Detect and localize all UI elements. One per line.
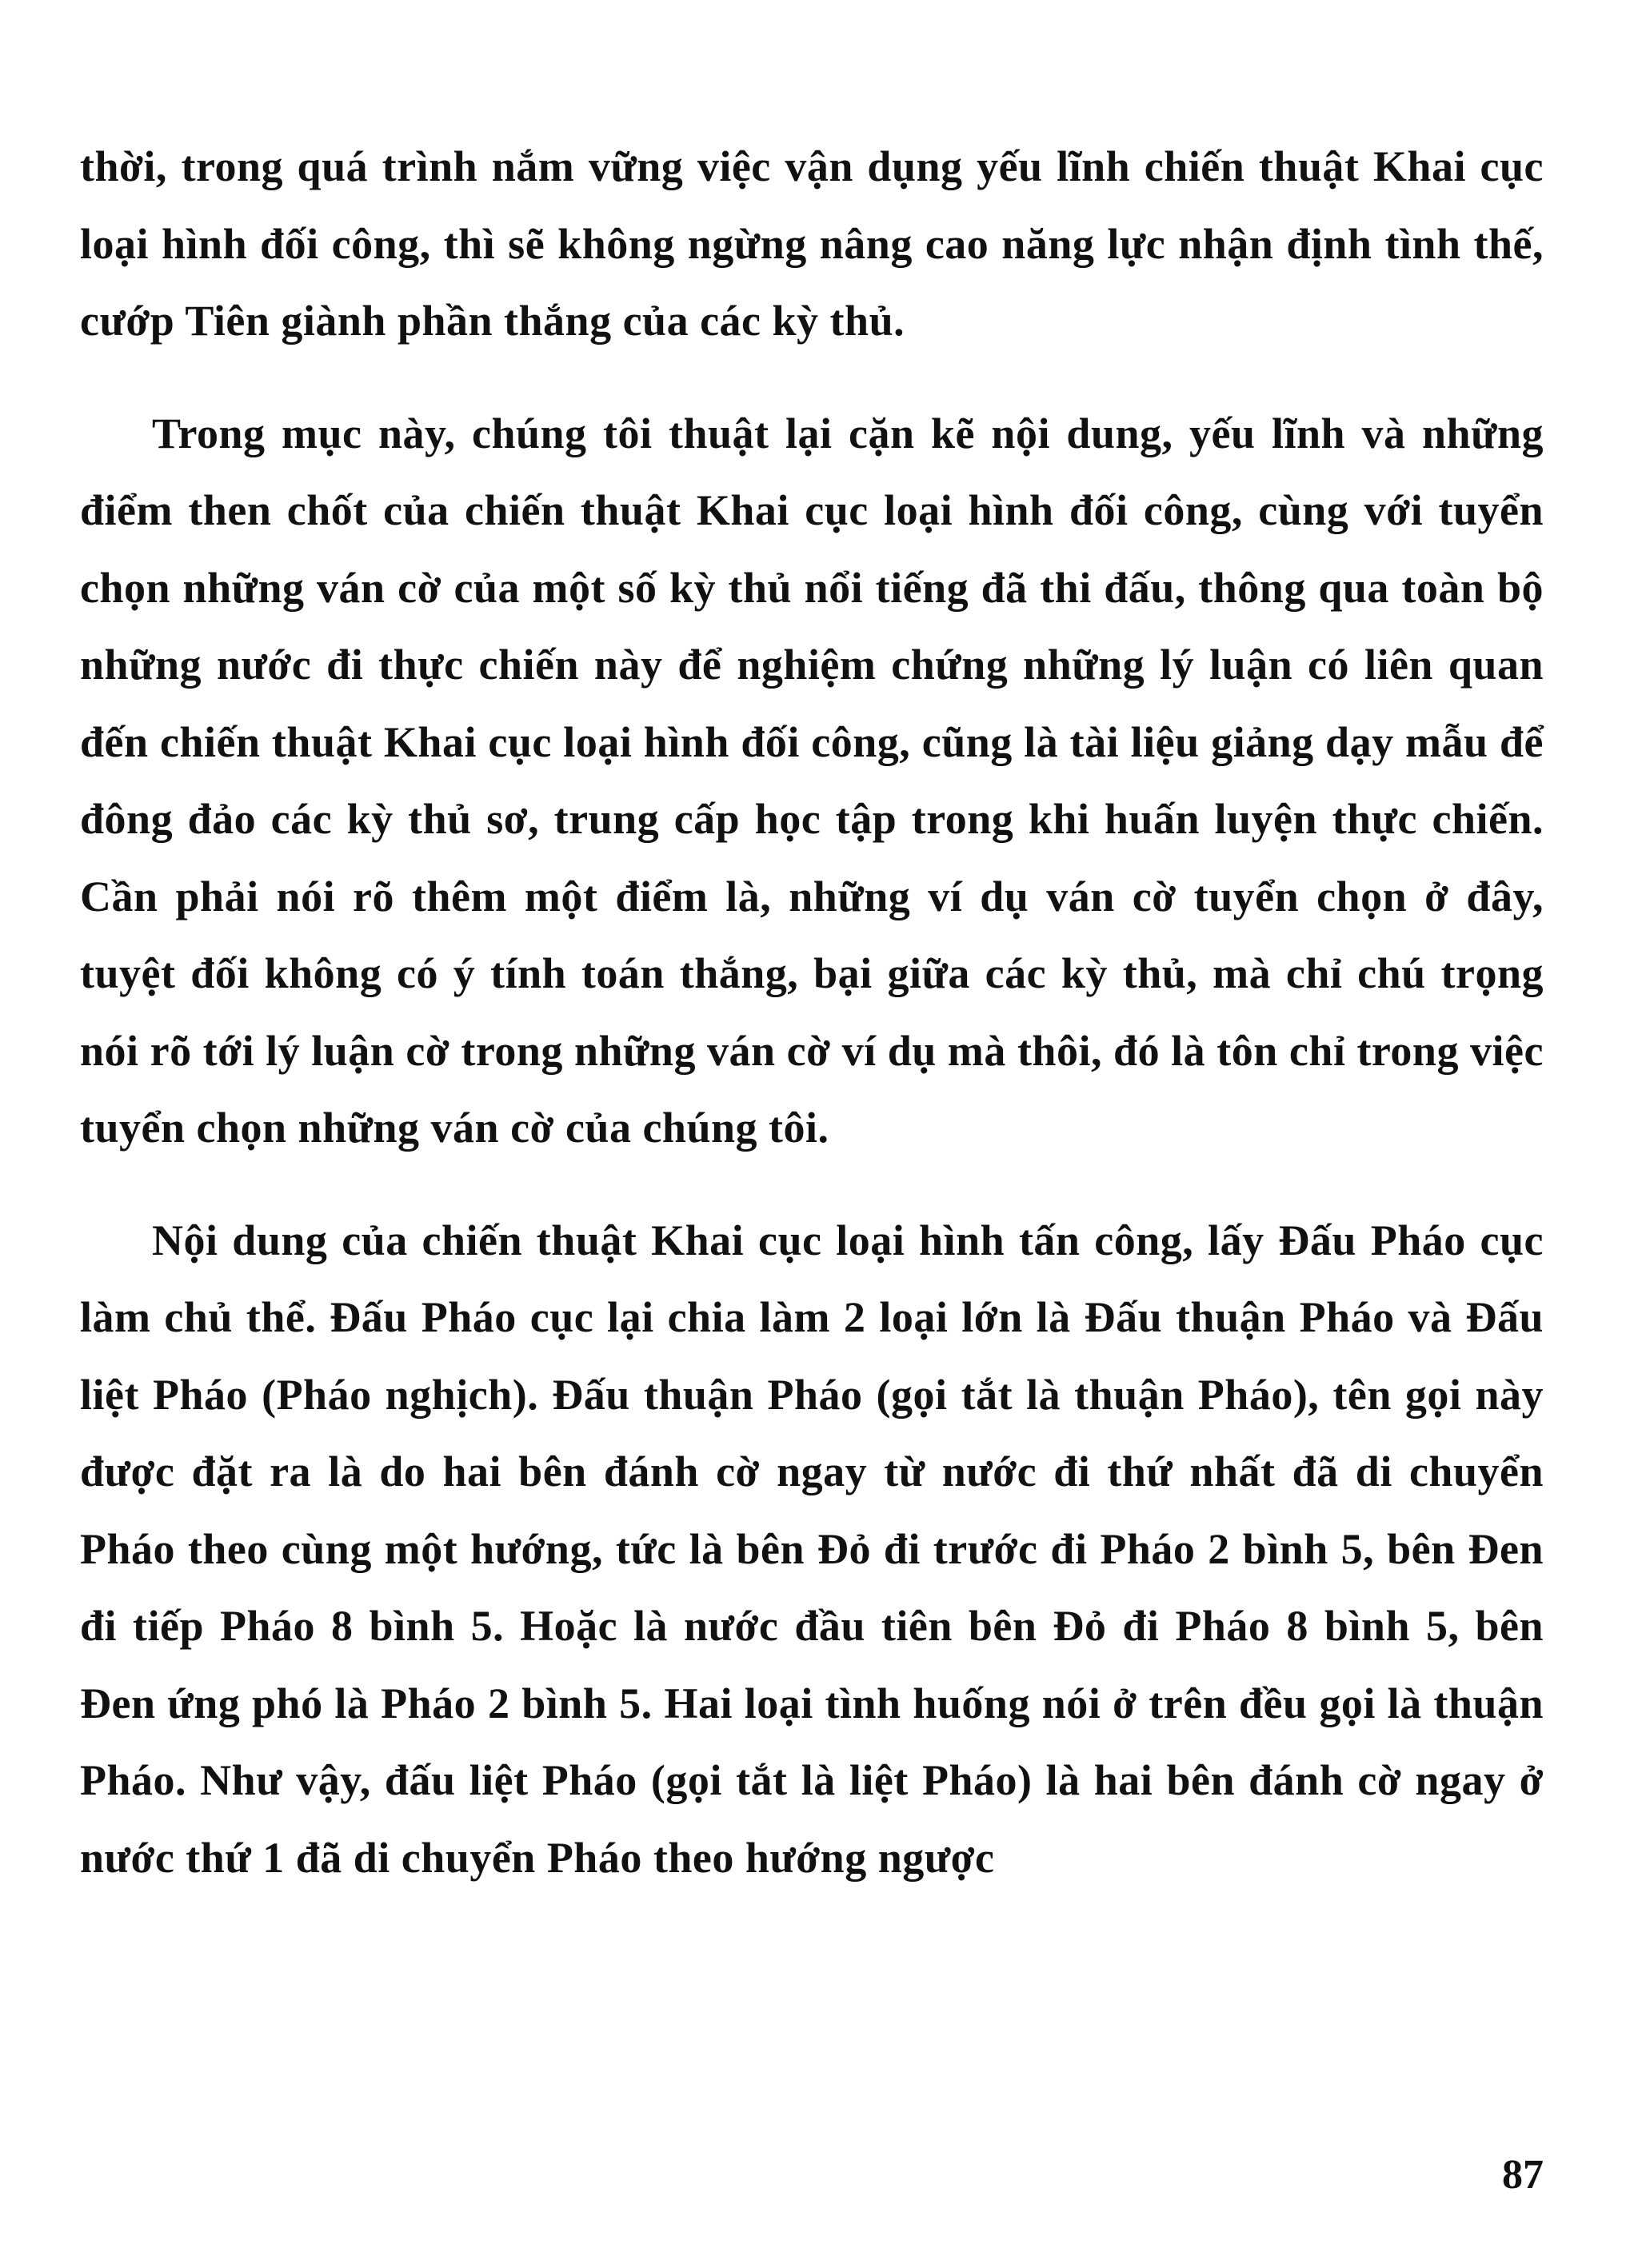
paragraph-attack-openings: Nội dung của chiến thuật Khai cục loại hình tấn công, lấy Đấu Pháo cục làm chủ thể. Đấu Pháo cục lại chia làm 2 loại lớn là Đấu thuận Pháo và Đấu liệt Pháo (Pháo nghịch). Đấu thuận Pháo (gọi tắt là thuận Pháo), tên gọi này được đặt ra là do hai bên đánh cờ ngay từ nước đi thứ nhất đã di chuyển Pháo theo cùng một hướng, tức là bên Đỏ đi trước đi Pháo 2 bình 5, bên Đen đi tiếp Pháo 8 bình 5. Hoặc là nước đầu tiên bên Đỏ đi Pháo 8 bình 5, bên Đen ứng phó là Pháo 2 bình 5. Hai loại tình huống nói ở trên đều gọi là thuận Pháo. Như vậy, đấu liệt Pháo (gọi tắt là liệt Pháo) là hai bên đánh cờ ngay ở nước thứ 1 đã di chuyển Pháo theo hướng ngược — [80, 1216, 1544, 1882]
paragraph-section-intro: Trong mục này, chúng tôi thuật lại cặn kẽ nội dung, yếu lĩnh và những điểm then chốt của chiến thuật Khai cục loại hình đối công, cùng với tuyển chọn những ván cờ của một số kỳ thủ nổi tiếng đã thi đấu, thông qua toàn bộ những nước đi thực chiến này để nghiệm chứng những lý luận có liên quan đến chiến thuật Khai cục loại hình đối công, cũng là tài liệu giảng dạy mẫu để đông đảo các kỳ thủ sơ, trung cấp học tập trong khi huấn luyện thực chiến. Cần phải nói rõ thêm một điểm là, những ví dụ ván cờ tuyển chọn ở đây, tuyệt đối không có ý tính toán thắng, bại giữa các kỳ thủ, mà chỉ chú trọng nói rõ tới lý luận cờ trong những ván cờ ví dụ mà thôi, đó là tôn chỉ trong việc tuyển chọn những ván cờ của chúng tôi. — [80, 409, 1544, 1152]
body-text — [80, 128, 1544, 1896]
paragraph-continuation: thời, trong quá trình nắm vững việc vận dụng yếu lĩnh chiến thuật Khai cục loại hình đối công, thì sẽ không ngừng nâng cao năng lực nhận định tình thế, cướp Tiên giành phần thắng của các kỳ thủ. — [80, 142, 1544, 345]
page-number: 87 — [1502, 2152, 1544, 2198]
